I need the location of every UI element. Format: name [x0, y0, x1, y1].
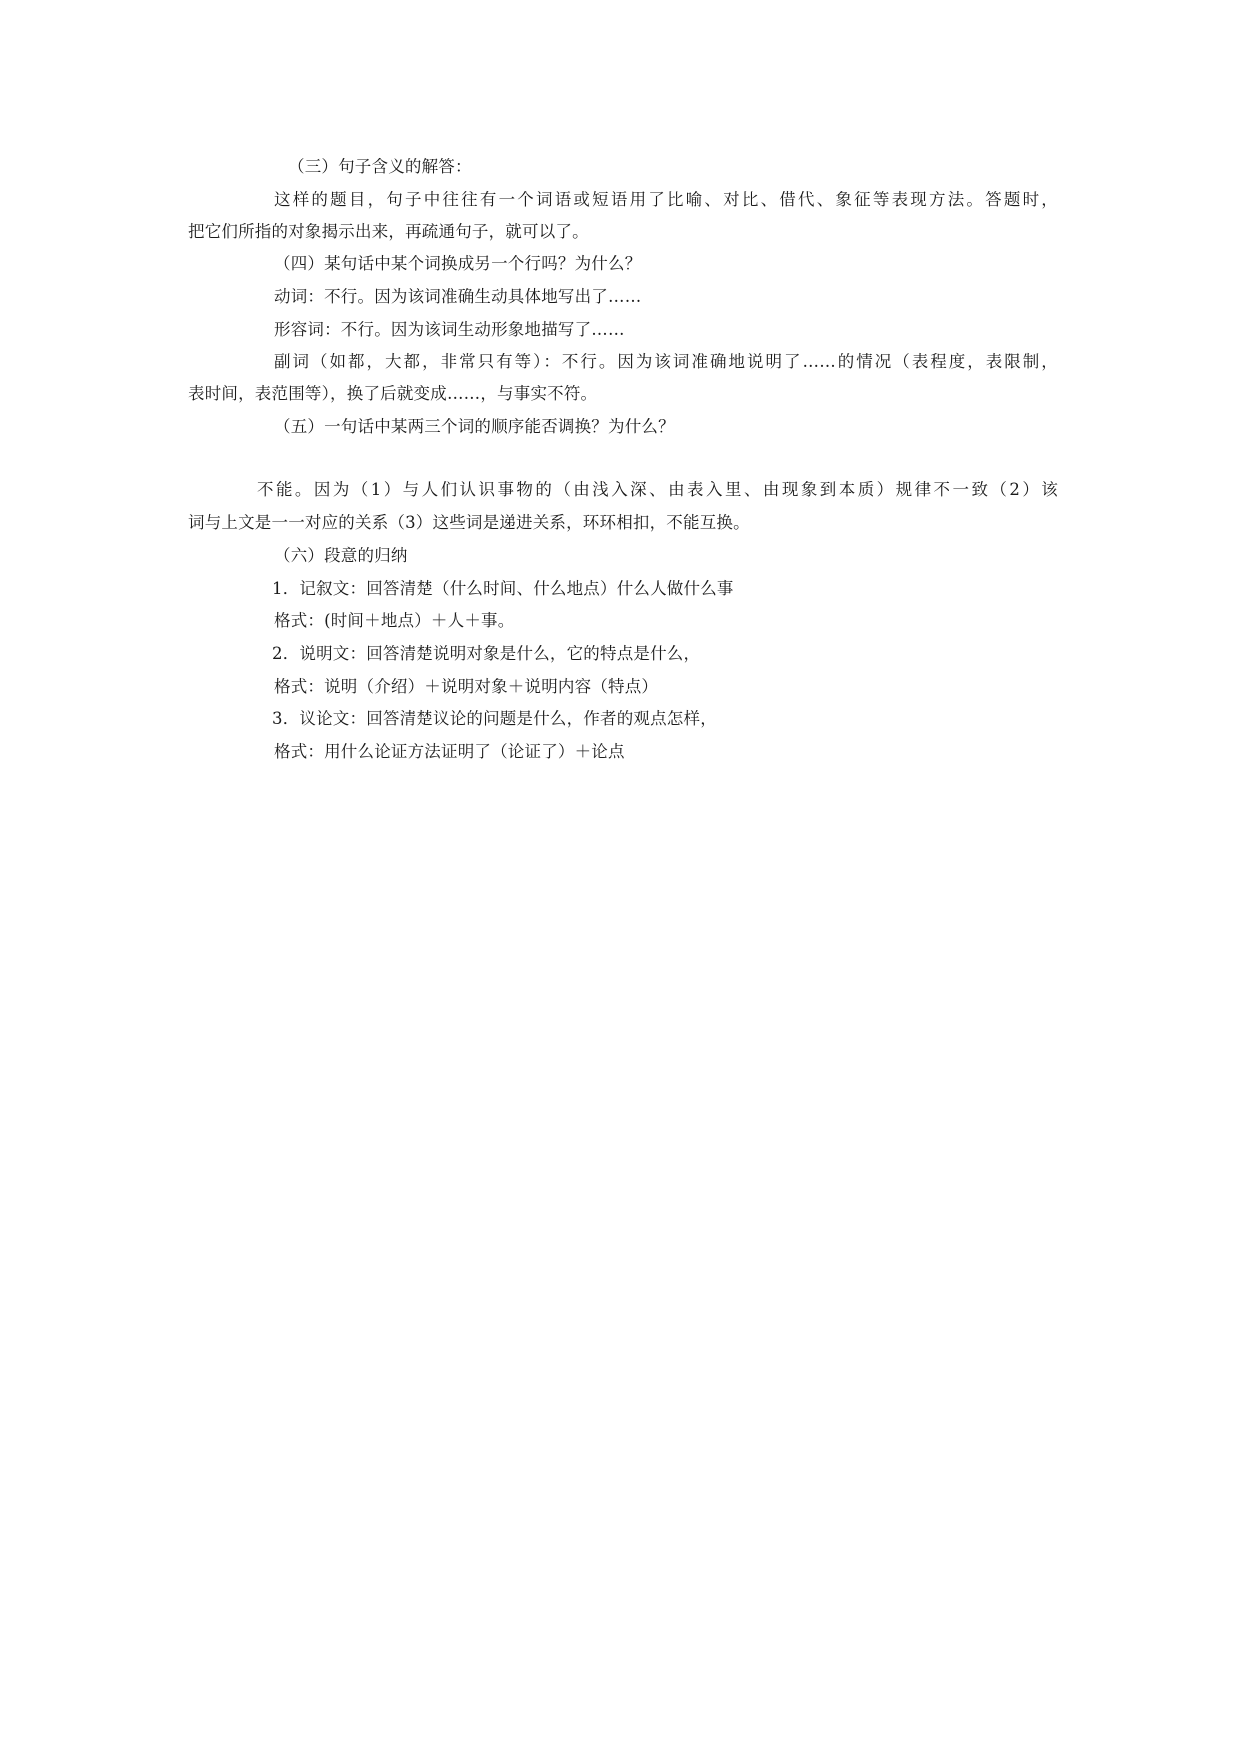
section6-item2: 2．说明文：回答清楚说明对象是什么，它的特点是什么，	[272, 644, 701, 663]
section5-heading: （五）一句话中某两三个词的顺序能否调换？为什么？	[274, 417, 675, 436]
section4-adverb-line1: 副词（如都，大都，非常只有等）：不行。因为该词准确地说明了……的情况（表程度，表限制，	[274, 352, 1058, 371]
section6-item1-format: 格式：(时间＋地点）＋人＋事。	[274, 611, 515, 630]
section5-answer-line2: 词与上文是一一对应的关系（3）这些词是递进关系，环环相扣，不能互换。	[188, 513, 750, 532]
section4-adverb-line2: 表时间，表范围等），换了后就变成……，与事实不符。	[188, 384, 598, 403]
section6-item1: 1．记叙文：回答清楚（什么时间、什么地点）什么人做什么事	[272, 579, 734, 598]
section5-answer-line1: 不能。因为（1）与人们认识事物的（由浅入深、由表入里、由现象到本质）规律不一致（2）该	[257, 480, 1058, 499]
section6-item3-format: 格式：用什么论证方法证明了（论证了）＋论点	[274, 742, 625, 761]
section6-item3: 3．议论文：回答清楚议论的问题是什么，作者的观点怎样，	[272, 709, 717, 728]
section4-adjective: 形容词：不行。因为该词生动形象地描写了……	[274, 320, 625, 339]
section6-heading: （六）段意的归纳	[274, 546, 408, 565]
section4-verb: 动词：不行。因为该词准确生动具体地写出了……	[274, 287, 642, 306]
section6-item2-format: 格式：说明（介绍）＋说明对象＋说明内容（特点）	[274, 677, 659, 696]
section3-paragraph-line2: 把它们所指的对象揭示出来，再疏通句子，就可以了。	[188, 222, 589, 241]
section3-heading: （三）句子含义的解答：	[288, 157, 472, 176]
section4-heading: （四）某句话中某个词换成另一个行吗？为什么？	[274, 254, 642, 273]
section3-paragraph-line1: 这样的题目，句子中往往有一个词语或短语用了比喻、对比、借代、象征等表现方法。答题时，	[274, 190, 1058, 209]
